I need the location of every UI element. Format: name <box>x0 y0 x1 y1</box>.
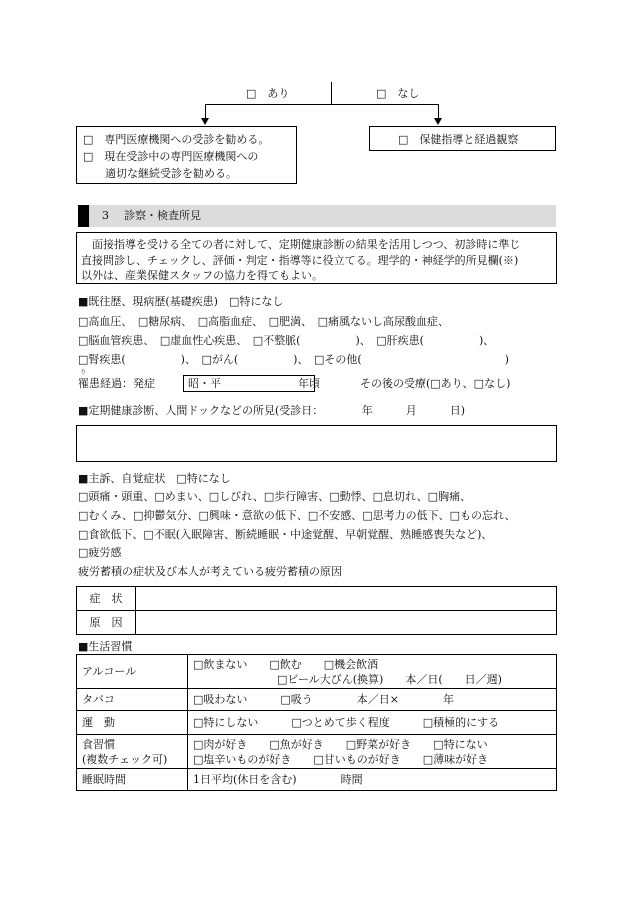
section-number: 3 <box>102 209 109 222</box>
sleep-value[interactable]: 1日平均(休日を含む) 時間 <box>188 769 557 791</box>
intro-box <box>76 232 557 284</box>
diet-label <box>77 735 188 769</box>
fatigue-label: 疲労蓄積の症状及び本人が考えている疲労蓄積の原因 <box>78 565 342 578</box>
diet-label-2: (複数チェック可) <box>82 752 168 766</box>
alcohol-options[interactable] <box>188 655 557 689</box>
flow-branch-line <box>205 104 439 105</box>
symptoms-line-3: □食欲低下、□不眠(入眠障害、断続睡眠・中途覚醒、早朝覚醒、熟睡感喪失など)、 <box>78 528 493 541</box>
diet-options-2: □塩辛いものが好き □甘いものが好き □薄味が好き <box>193 752 489 766</box>
course-label: 罹患経過：発症 <box>78 377 155 390</box>
alcohol-label: アルコール <box>77 655 188 689</box>
history-line-1: □高血圧、 □糖尿病、 □高脂血症、 □肥満、 □痛風ないし高尿酸血症、 <box>78 315 449 328</box>
diet-options-1: □肉が好き □魚が好き □野菜が好き □特にない <box>193 737 488 751</box>
intro-line-2: 直接問診し、チェックし、評価・判定・指導等に役立てる。理学的・神経学的所見欄(※) <box>81 254 519 267</box>
flow-right-text: □ 保健指導と経過観察 <box>398 133 519 146</box>
flow-left-arrow <box>201 118 209 125</box>
lifestyle-table <box>76 654 557 791</box>
cause-table <box>76 586 557 635</box>
diet-options[interactable] <box>188 735 557 769</box>
history-ruby: り <box>80 369 87 376</box>
cause-row-symptom-label: 症 状 <box>77 587 136 611</box>
flow-left-line-1: □ 専門医療機関への受診を勧める。 <box>83 133 270 146</box>
tobacco-options[interactable]: □吸わない □吸う 本／日× 年 <box>188 689 557 711</box>
flow-right-drop <box>438 104 439 118</box>
section-title: 診察・検査所見 <box>124 209 201 222</box>
diet-label-1: 食習慣 <box>82 737 115 751</box>
cause-row-symptom-value[interactable] <box>136 587 557 611</box>
flow-nashi: □ なし <box>376 87 420 100</box>
intro-line-3: 以外は、産業保健スタッフの協力を得てもよい。 <box>81 269 323 282</box>
tobacco-label: タバコ <box>77 689 188 711</box>
exercise-options[interactable]: □特にしない □つとめて歩く程度 □積極的にする <box>188 711 557 735</box>
flow-left-line-3: 適切な継続受診を勧める。 <box>83 167 237 180</box>
checkup-heading: ■定期健康診断、人間ドックなどの所見(受診日： 年 月 日) <box>78 404 466 417</box>
flow-top-line <box>331 82 332 104</box>
course-after: その後の受療(□あり、□なし) <box>360 377 511 390</box>
intro-line-1: 面接指導を受ける全ての者に対して、定期健康診断の結果を活用しつつ、初診時に準じ <box>81 238 521 251</box>
flow-right-arrow <box>434 118 442 125</box>
alcohol-options-1: □飲まない □飲む □機会飲酒 <box>193 657 379 671</box>
symptoms-line-2: □むくみ、□抑鬱気分、□興味・意欲の低下、□不安感、□思考力の低下、□もの忘れ、 <box>78 509 516 522</box>
sleep-label: 睡眠時間 <box>77 769 188 791</box>
alcohol-options-2: □ビール大びん(換算) 本／日( 日／週) <box>277 672 502 686</box>
flow-right-box <box>369 126 556 151</box>
flow-left-drop <box>205 104 206 118</box>
history-heading: ■既往歴、現病歴(基礎疾患) □特になし <box>78 295 284 308</box>
cause-row-cause-value[interactable] <box>136 611 557 635</box>
flow-ari: □ あり <box>246 87 290 100</box>
exercise-label: 運 動 <box>77 711 188 735</box>
section-header-marker <box>78 205 89 227</box>
flow-left-box <box>76 126 297 184</box>
lifestyle-heading: ■生活習慣 <box>78 640 133 653</box>
symptoms-line-4: □疲労感 <box>78 546 122 559</box>
course-box <box>183 375 320 392</box>
flow-left-line-2: □ 現在受診中の専門医療機関への <box>83 150 259 163</box>
course-box-text: 昭・平 年頃 <box>188 377 320 390</box>
history-line-3: □腎疾患( )、 □がん( )、 □その他( ) <box>78 353 509 366</box>
history-line-2: □脳血管疾患、 □虚血性心疾患、 □不整脈( )、 □肝疾患( )、 <box>78 334 495 347</box>
checkup-box[interactable] <box>76 425 557 462</box>
cause-row-cause-label: 原 因 <box>77 611 136 635</box>
symptoms-line-1: □頭痛・頭重、□めまい、□しびれ、□歩行障害、□動悸、□息切れ、□胸痛、 <box>78 490 472 503</box>
symptoms-heading: ■主訴、自覚症状 □特になし <box>78 472 231 485</box>
